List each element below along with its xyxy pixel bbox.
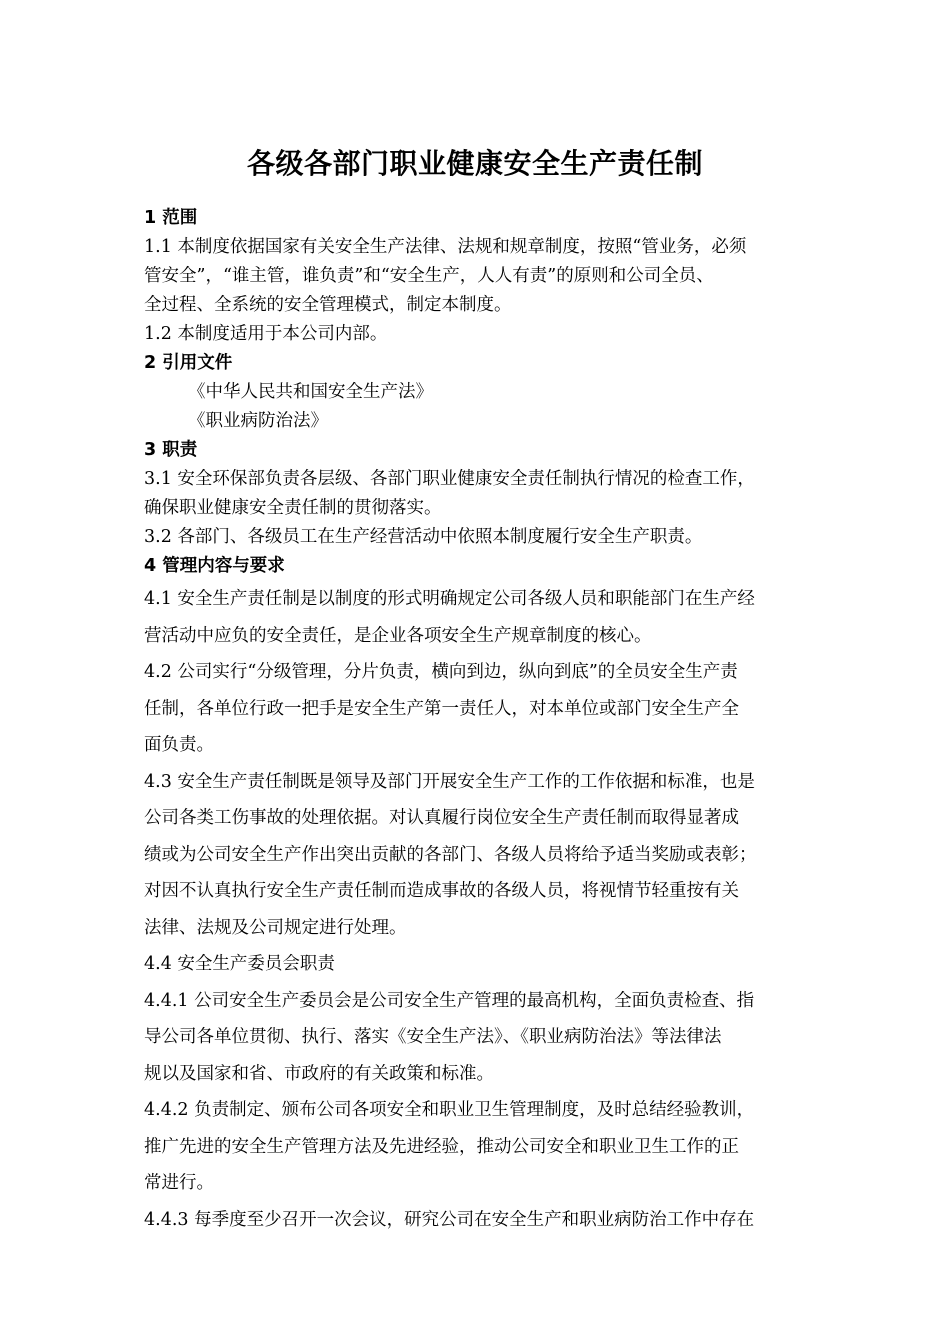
paragraph-line: 推广先进的安全生产管理方法及先进经验，推动公司安全和职业卫生工作的正 xyxy=(144,1136,739,1157)
paragraph-line: 3.2 各部门、各级员工在生产经营活动中依照本制度履行安全生产职责。 xyxy=(144,527,703,547)
paragraph-line: 管安全”，“谁主管，谁负责”和“安全生产，人人有责”的原则和公司全员、 xyxy=(144,266,714,286)
paragraph-line: 规以及国家和省、市政府的有关政策和标准。 xyxy=(144,1063,494,1084)
paragraph-line: 全过程、全系统的安全管理模式，制定本制度。 xyxy=(144,295,512,315)
document-title: 各级各部门职业健康安全生产责任制 xyxy=(246,147,703,180)
paragraph-line: 营活动中应负的安全责任，是企业各项安全生产规章制度的核心。 xyxy=(144,625,652,646)
subsection-heading: 4.4 安全生产委员会职责 xyxy=(144,954,335,974)
paragraph-line: 4.4.3 每季度至少召开一次会议，研究公司在安全生产和职业病防治工作中存在 xyxy=(144,1209,755,1230)
paragraph-line: 导公司各单位贯彻、执行、落实《安全生产法》、《职业病防治法》等法律法 xyxy=(144,1027,722,1047)
section-heading-duties: 3 职责 xyxy=(144,440,198,460)
paragraph-line: 4.4.2 负责制定、颁布公司各项安全和职业卫生管理制度，及时总结经验教训， xyxy=(144,1100,755,1120)
paragraph-line: 面负责。 xyxy=(144,735,214,755)
document-body xyxy=(144,204,824,1238)
paragraph-line: 4.4.1 公司安全生产委员会是公司安全生产管理的最高机构，全面负责检查、指 xyxy=(144,990,755,1011)
paragraph-line: 4.1 安全生产责任制是以制度的形式明确规定公司各级人员和职能部门在生产经 xyxy=(144,589,755,609)
section-heading-references: 2 引用文件 xyxy=(144,353,233,373)
paragraph-line: 绩或为公司安全生产作出突出贡献的各部门、各级人员将给予适当奖励或表彰； xyxy=(144,844,757,865)
paragraph-line: 公司各类工伤事故的处理依据。对认真履行岗位安全生产责任制而取得显著成 xyxy=(144,808,739,828)
reference-item: 《中华人民共和国安全生产法》 xyxy=(188,382,433,402)
paragraph-line: 任制，各单位行政一把手是安全生产第一责任人，对本单位或部门安全生产全 xyxy=(144,698,739,719)
section-heading-scope: 1 范围 xyxy=(144,208,198,228)
paragraph-line: 常进行。 xyxy=(144,1173,214,1193)
paragraph-line: 确保职业健康安全责任制的贯彻落实。 xyxy=(144,498,442,518)
paragraph-line: 对因不认真执行安全生产责任制而造成事故的各级人员，将视情节轻重按有关 xyxy=(144,881,739,901)
paragraph-line: 4.3 安全生产责任制既是领导及部门开展安全生产工作的工作依据和标准，也是 xyxy=(144,771,755,792)
section-heading-management: 4 管理内容与要求 xyxy=(144,556,285,576)
paragraph-line: 1.2 本制度适用于本公司内部。 xyxy=(144,324,388,344)
paragraph-line: 3.1 安全环保部负责各层级、各部门职业健康安全责任制执行情况的检查工作， xyxy=(144,469,755,489)
paragraph-line: 4.2 公司实行“分级管理，分片负责，横向到边，纵向到底”的全员安全生产责 xyxy=(144,662,738,682)
paragraph-line: 法律、法规及公司规定进行处理。 xyxy=(144,917,407,938)
paragraph-line: 1.1 本制度依据国家有关安全生产法律、法规和规章制度，按照“管业务，必须 xyxy=(144,237,747,257)
reference-item: 《职业病防治法》 xyxy=(188,411,328,431)
